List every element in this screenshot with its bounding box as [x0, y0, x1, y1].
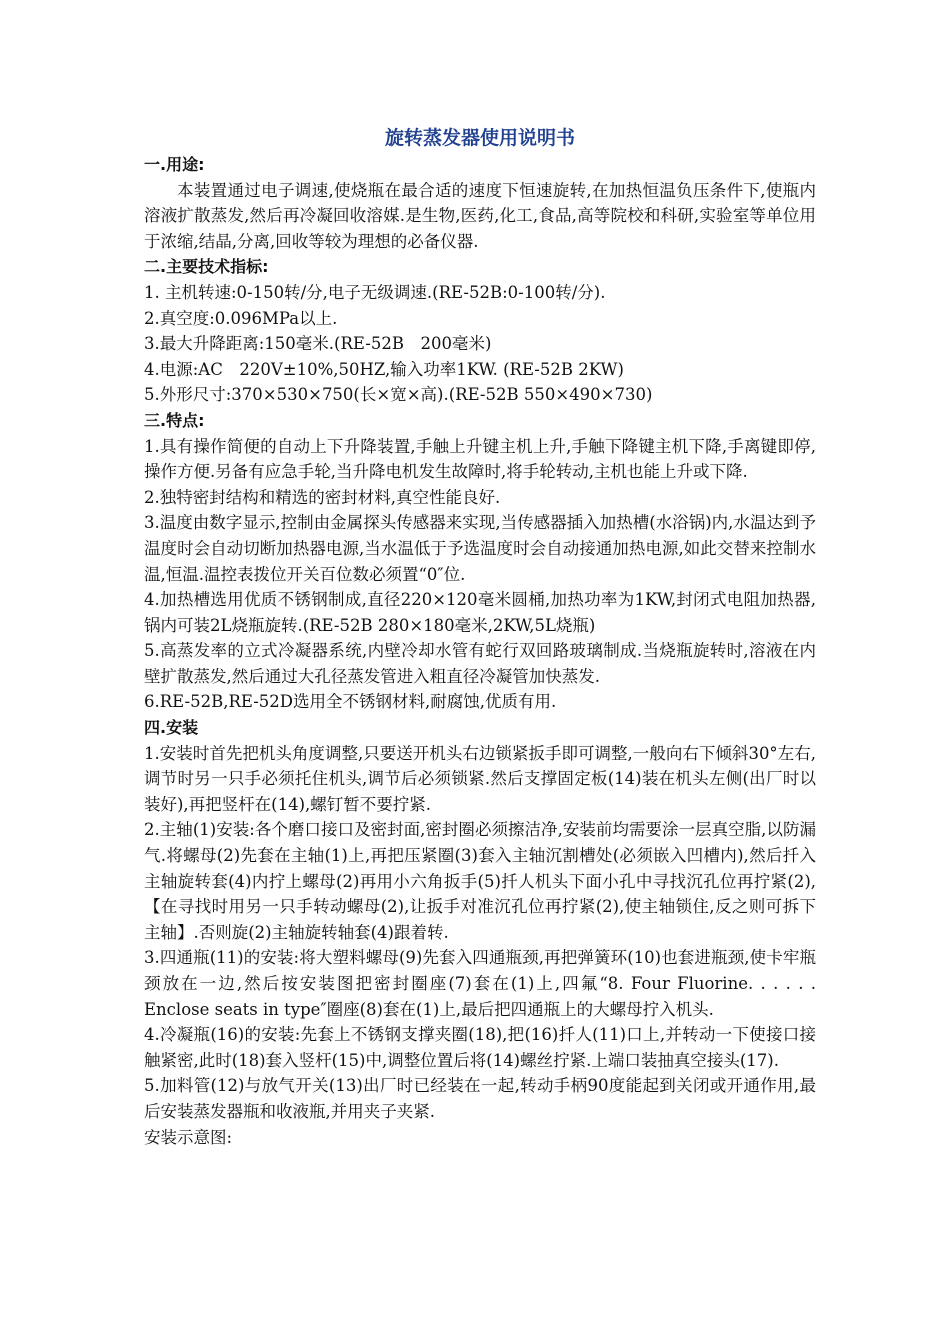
feature-item: 4.加热槽选用优质不锈钢制成,直径220×120毫米圆桶,加热功率为1KW,封闭式电阻加热器,锅内可装2L烧瓶旋转.(RE-52B 280×180毫米,2KW,5L烧瓶): [144, 590, 816, 635]
section-heading-features: 三.特点:: [144, 410, 205, 430]
section-heading-specs: 二.主要技术指标:: [144, 257, 269, 277]
spec-item: 1. 主机转速:0-150转/分,电子无级调速.(RE-52B:0-100转/分).: [144, 282, 606, 302]
install-step: 2.主轴(1)安装:各个磨口接口及密封面,密封圈必须擦洁净,安装前均需要涂一层真空脂,以防漏气.将螺母(2)先套在主轴(1)上,再把压紧圈(3)套入主轴沉割槽处(必须嵌入凹槽内),然后扦入主轴旋转套(4)内拧上螺母(2)再用小六角扳手(5)扦人机头下面小孔中寻找沉孔位再拧紧(2),【在寻找时用另一只手转动螺母(2),让扳手对准沉孔位再拧紧(2),使主轴锁住,反之则可拆下主轴】.否则旋(2)主轴旋转轴套(4)跟着转.: [144, 820, 816, 942]
section-installation: [144, 715, 816, 1150]
section-heading-installation: 四.安装: [144, 718, 199, 738]
feature-item: 2.独特密封结构和精选的密封材料,真空性能良好.: [144, 487, 501, 507]
section-features: [144, 408, 816, 715]
section-heading-usage: 一.用途:: [144, 155, 205, 174]
install-step: 4.冷凝瓶(16)的安装:先套上不锈钢支撑夹圈(18),把(16)扦人(11)口上,并转动一下使接口接触紧密,此时(18)套入竖杆(15)中,调整位置后将(14)螺丝拧紧.上端口装抽真空接头(17).: [144, 1025, 816, 1070]
section-specs: [144, 254, 816, 408]
spec-item: 2.真空度:0.096MPa以上.: [144, 308, 338, 328]
install-diagram-caption: 安装示意图:: [144, 1127, 233, 1147]
document-page: [144, 120, 816, 1150]
install-step: 1.安装时首先把机头角度调整,只要送开机头右边锁紧扳手即可调整,一般向右下倾斜30°左右,调节时另一只手必须托住机头,调节后必须锁紧.然后支撑固定板(14)装在机头左侧(出厂时以装好),再把竖杆在(14),螺钉暂不要拧紧.: [144, 743, 816, 814]
spec-item: 3.最大升降距离:150毫米.(RE-52B 200毫米): [144, 334, 492, 354]
paragraph: 本装置通过电子调速,使烧瓶在最合适的速度下恒速旋转,在加热恒温负压条件下,使瓶内溶液扩散蒸发,然后再冷凝回收溶媒.是生物,医药,化工,食品,高等院校和科研,实验室等单位用于浓缩,结晶,分离,回收等较为理想的必备仪器.: [144, 180, 816, 251]
spec-item: 5.外形尺寸:370×530×750(长×宽×高).(RE-52B 550×490×730): [144, 385, 653, 405]
spec-item: 4.电源:AC 220V±10%,50HZ,输入功率1KW. (RE-52B 2KW): [144, 359, 624, 379]
section-usage: [144, 152, 816, 254]
document-title: 旋转蒸发器使用说明书: [384, 127, 575, 149]
feature-item: 5.高蒸发率的立式冷凝器系统,内壁冷却水管有蛇行双回路玻璃制成.当烧瓶旋转时,溶液在内壁扩散蒸发,然后通过大孔径蒸发管进入粗直径冷凝管加快蒸发.: [144, 641, 816, 686]
install-step: 5.加料管(12)与放气开关(13)出厂时已经装在一起,转动手柄90度能起到关闭或开通作用,最后安装蒸发器瓶和收液瓶,并用夹子夹紧.: [144, 1076, 816, 1121]
install-step: 3.四通瓶(11)的安装:将大塑料螺母(9)先套入四通瓶颈,再把弹簧环(10)也套进瓶颈,使卡牢瓶颈放在一边,然后按安装图把密封圈座(7)套在(1)上,四氟“8. Four Fluorine. . . . . . Enclose seats in type″圈座(8)套在(1)上,最后把四通瓶上的大螺母拧入机头.: [144, 948, 816, 1019]
feature-item: 6.RE-52B,RE-52D选用全不锈钢材料,耐腐蚀,优质有用.: [144, 692, 557, 712]
feature-item: 3.温度由数字显示,控制由金属探头传感器来实现,当传感器插入加热槽(水浴锅)内,水温达到予温度时会自动切断加热器电源,当水温低于予选温度时会自动接通加热电源,如此交替来控制水温,恒温.温控表拨位开关百位数必须置“0″位.: [144, 513, 816, 584]
feature-item: 1.具有操作简便的自动上下升降装置,手触上升键主机上升,手触下降键主机下降,手离键即停,操作方便.另备有应急手轮,当升降电机发生故障时,将手轮转动,主机也能上升或下降.: [144, 436, 816, 482]
